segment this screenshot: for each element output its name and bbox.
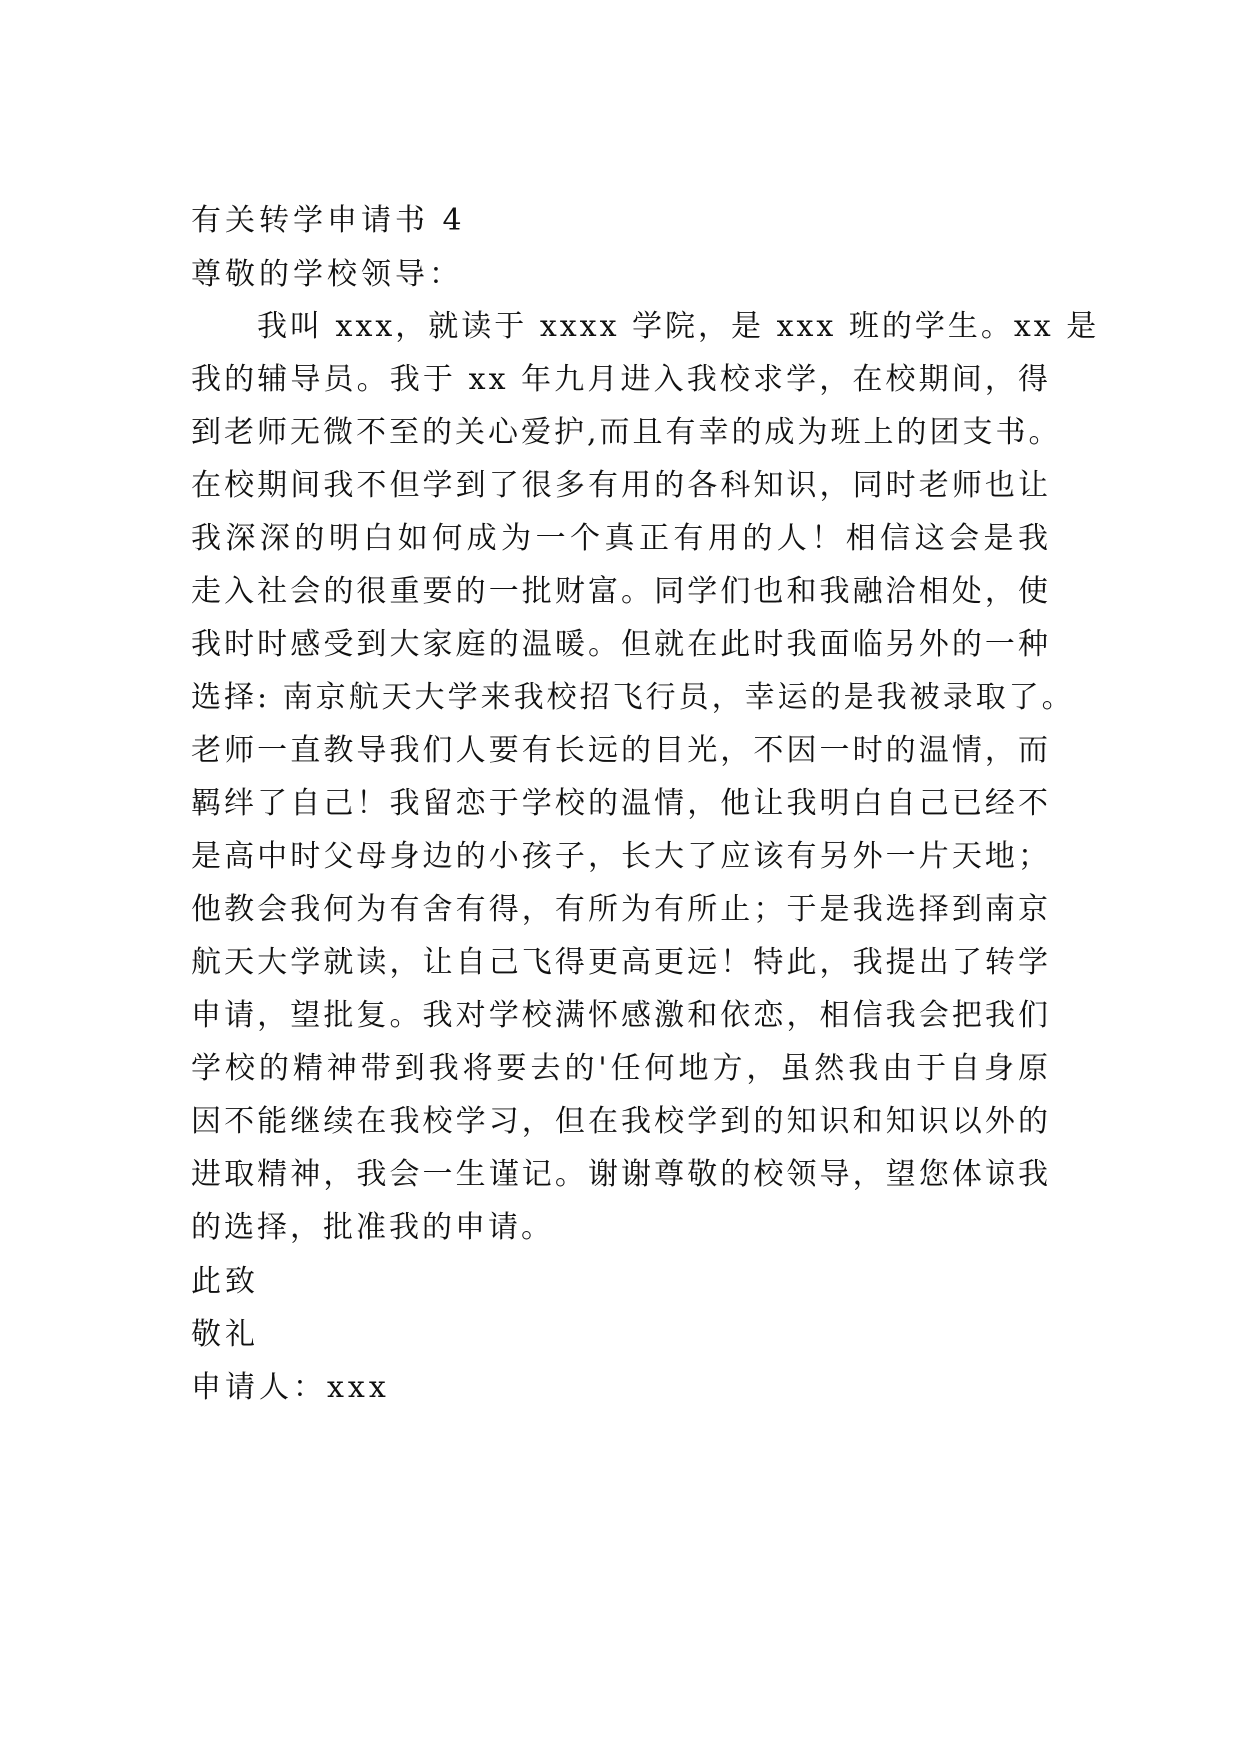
body-line-2: 我的辅导员。我于 xx 年九月进入我校求学，在校期间，得: [191, 362, 1051, 397]
body-line-10: 羁绊了自己！我留恋于学校的温情，他让我明白自己已经不: [191, 786, 1051, 821]
body-line-1: 我叫 xxx，就读于 xxxx 学院，是 xxx 班的学生。xx 是: [257, 309, 1100, 344]
body-line-5: 我深深的明白如何成为一个真正有用的人！相信这会是我: [191, 521, 1051, 556]
body-line-13: 航天大学就读，让自己飞得更高更远！特此，我提出了转学: [191, 945, 1051, 980]
body-line-12: 他教会我何为有舍有得，有所为有所止；于是我选择到南京: [191, 892, 1051, 927]
body-line-8: 选择: 南京航天大学来我校招飞行员，幸运的是我被录取了。: [191, 680, 1075, 715]
body-line-18: 的选择，批准我的申请。: [191, 1210, 554, 1245]
body-line-3: 到老师无微不至的关心爱护,而且有幸的成为班上的团支书。: [191, 415, 1062, 450]
applicant-signature: 申请人：xxx: [191, 1370, 390, 1405]
document-title: 有关转学申请书 4: [191, 203, 466, 238]
body-line-6: 走入社会的很重要的一批财富。同学们也和我融洽相处，使: [191, 574, 1051, 609]
closing-greeting: 此致: [191, 1264, 259, 1299]
body-line-14: 申请，望批复。我对学校满怀感激和依恋，相信我会把我们: [191, 998, 1051, 1033]
salutation: 尊敬的学校领导：: [191, 257, 463, 292]
body-line-7: 我时时感受到大家庭的温暖。但就在此时我面临另外的一种: [191, 627, 1051, 662]
closing-salute: 敬礼: [191, 1317, 259, 1352]
body-line-11: 是高中时父母身边的小孩子，长大了应该有另外一片天地；: [191, 839, 1051, 874]
body-line-15: 学校的精神带到我将要去的'任何地方，虽然我由于自身原: [191, 1051, 1051, 1086]
body-line-16: 因不能继续在我校学习，但在我校学到的知识和知识以外的: [191, 1104, 1051, 1139]
body-line-9: 老师一直教导我们人要有长远的目光，不因一时的温情，而: [191, 733, 1051, 768]
body-line-4: 在校期间我不但学到了很多有用的各科知识，同时老师也让: [191, 468, 1051, 503]
body-line-17: 进取精神，我会一生谨记。谢谢尊敬的校领导，望您体谅我: [191, 1157, 1051, 1192]
